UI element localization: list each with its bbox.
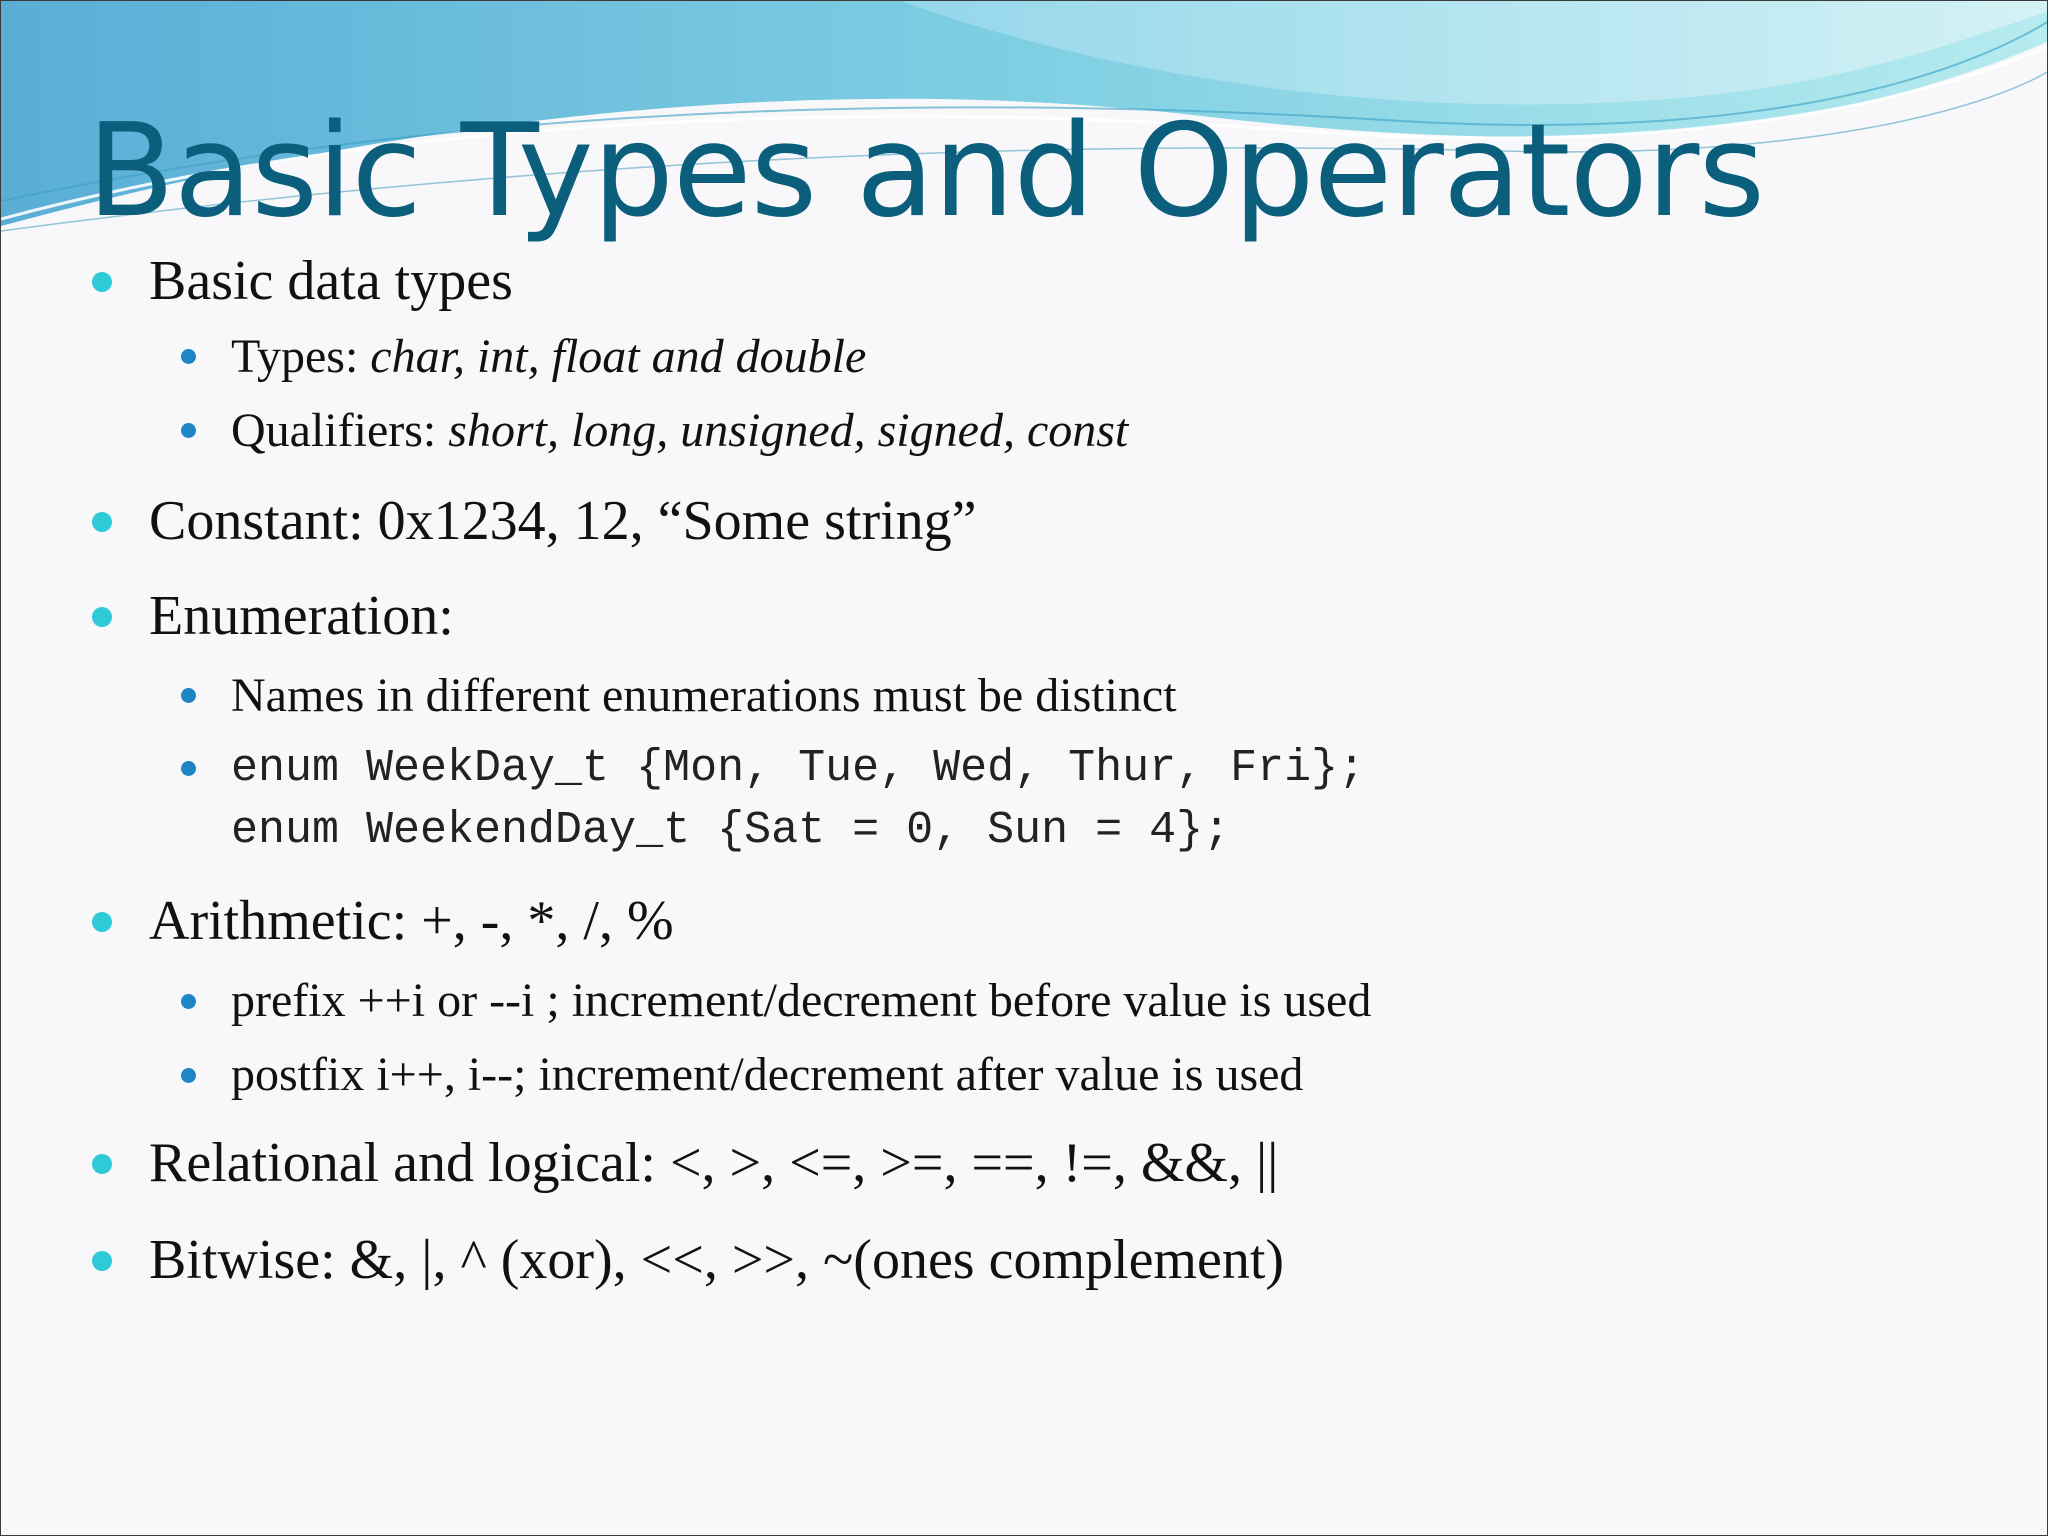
bullet-dot: [92, 1251, 112, 1271]
bullet-dot: [181, 349, 196, 364]
qualifiers-prefix: Qualifiers:: [231, 404, 449, 457]
bullet-relational: Relational and logical: <, >, <=, >=, ==, !=, &&, ||: [149, 1132, 1279, 1194]
types-list: char, int, float and double: [370, 330, 867, 383]
bullet-dot: [181, 761, 196, 776]
bullet-enumeration: Enumeration:: [149, 585, 454, 647]
bullet-dot: [92, 1154, 112, 1174]
bullet-dot: [181, 688, 196, 703]
bullet-dot: [92, 607, 112, 627]
bullet-arithmetic: Arithmetic: +, -, *, /, %: [149, 890, 674, 952]
bullet-postfix: postfix i++, i--; increment/decrement after value is used: [231, 1048, 1304, 1101]
bullet-dot: [92, 912, 112, 932]
bullet-qualifiers: [231, 401, 1128, 461]
bullet-constant: Constant: 0x1234, 12, “Some string”: [149, 490, 977, 552]
bullet-dot: [92, 272, 112, 292]
bullet-basic-data-types: Basic data types: [149, 250, 513, 312]
bullet-dot: [181, 994, 196, 1009]
bullet-enum-names: Names in different enumerations must be distinct: [231, 669, 1177, 722]
types-prefix: Types:: [231, 330, 371, 383]
qualifiers-list: short, long, unsigned, signed, const: [448, 404, 1129, 457]
bullet-bitwise: Bitwise: &, |, ^ (xor), <<, >>, ~(ones complement): [149, 1229, 1285, 1291]
bullet-prefix: prefix ++i or --i ; increment/decrement before value is used: [231, 974, 1372, 1027]
enum-code-line-2: enum WeekendDay_t {Sat = 0, Sun = 4};: [231, 805, 1231, 856]
enum-code-line-1: enum WeekDay_t {Mon, Tue, Wed, Thur, Fri};: [231, 743, 1366, 794]
slide-title: Basic Types and Operators: [87, 97, 1765, 246]
bullet-dot: [92, 512, 112, 532]
bullet-dot: [181, 1068, 196, 1083]
bullet-types: [231, 327, 866, 387]
bullet-dot: [181, 423, 196, 438]
